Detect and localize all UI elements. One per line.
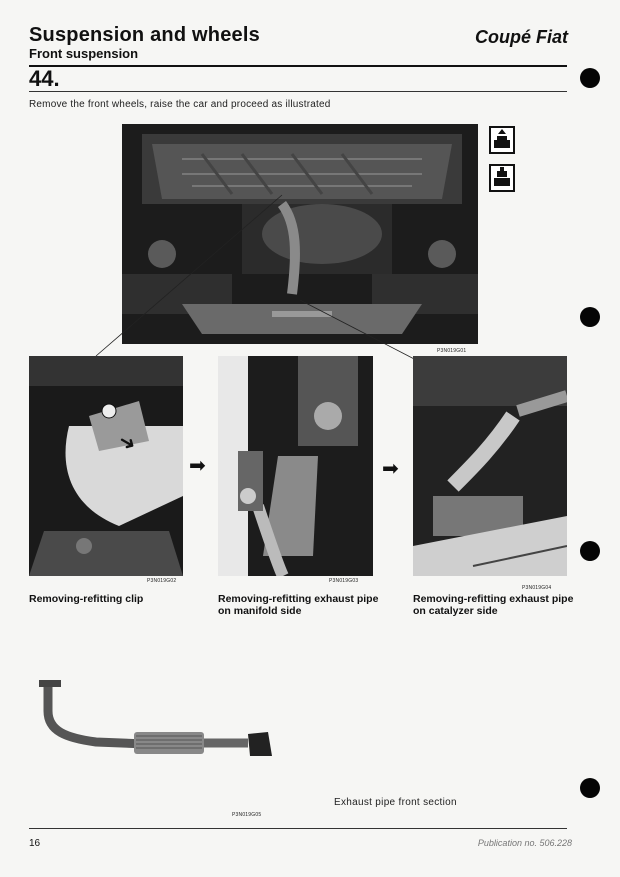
exhaust-pipe-image <box>36 676 276 766</box>
right-arrow-icon: ➡ <box>189 455 206 477</box>
detail-photo-code: P3N019G03 <box>329 578 359 584</box>
section-subtitle: Front suspension <box>29 46 139 61</box>
step-number: 44. <box>29 66 60 91</box>
detail-photo-clip <box>29 356 183 576</box>
detail-photo-catalyzer <box>413 356 567 576</box>
detail-photo-manifold <box>218 356 373 576</box>
right-arrow-icon: ➜ <box>114 429 140 457</box>
page-number: 16 <box>29 838 41 849</box>
pipe-figure-code: P3N019G05 <box>232 812 262 818</box>
footer-divider <box>29 828 567 829</box>
detail-caption: Removing-refitting clip <box>29 593 144 605</box>
right-arrow-icon: ➡ <box>382 458 399 480</box>
detail-caption: Removing-refitting exhaust pipe on catalyzer side <box>413 593 574 617</box>
detail-caption: Removing-refitting exhaust pipe on manifold side <box>218 593 379 617</box>
main-photo-code: P3N019G01 <box>437 348 467 354</box>
section-title: Suspension and wheels <box>29 24 260 46</box>
detail-photo-code: P3N019G02 <box>147 578 177 584</box>
step-instruction: Remove the front wheels, raise the car and proceed as illustrated <box>29 99 331 110</box>
pipe-figure-caption: Exhaust pipe front section <box>334 797 457 808</box>
publication-number: Publication no. 506.228 <box>477 838 572 848</box>
detail-photo-code: P3N019G04 <box>522 585 552 591</box>
brand-label: Coupé Fiat <box>475 27 568 47</box>
